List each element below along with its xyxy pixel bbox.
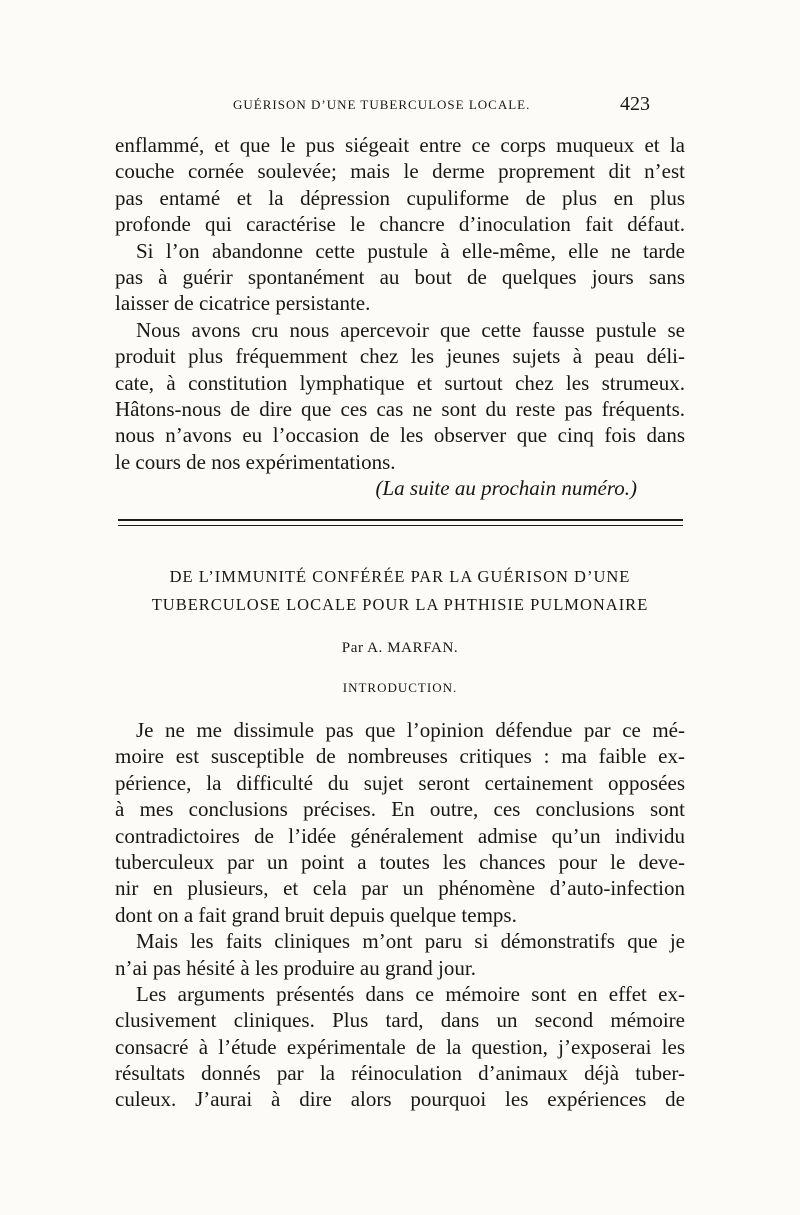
paragraph xyxy=(115,928,685,981)
text-line: dont on a fait grand bruit depuis quelque temps. xyxy=(115,902,517,927)
text-line: périence, la difficulté du sujet seront certainement opposées xyxy=(115,770,685,795)
text-line: Nous avons cru nous apercevoir que cette fausse pustule se xyxy=(136,317,685,342)
text-line: Je ne me dissimule pas que l’opinion défendue par ce mé- xyxy=(136,718,685,742)
page-number: 423 xyxy=(620,93,650,115)
text-line: Si l’on abandonne cette pustule à elle-même, elle ne tarde xyxy=(136,238,685,263)
text-line: Hâtons-nous de dire que ces cas ne sont du reste pas fréquents. xyxy=(115,396,685,421)
text-line: cate, à constitution lymphatique et surtout chez les strumeux. xyxy=(115,370,685,395)
running-title: GUÉRISON D’UNE TUBERCULOSE LOCALE. xyxy=(233,97,531,112)
paragraph xyxy=(115,717,685,928)
article-body-text xyxy=(115,717,685,1113)
article-title xyxy=(115,563,685,619)
paragraph xyxy=(115,981,685,1113)
continuation-note: (La suite au prochain numéro.) xyxy=(375,476,637,501)
previous-article-paragraphs xyxy=(115,132,685,475)
text-line: résultats donnés par la réinoculation d’animaux déjà tuber- xyxy=(115,1061,685,1086)
text-line: produit plus fréquemment chez les jeunes sujets à peau déli- xyxy=(115,344,685,369)
previous-article-text xyxy=(115,132,685,501)
text-line: Mais les faits cliniques m’ont paru si démonstratifs que je xyxy=(136,929,685,954)
paragraph xyxy=(115,132,685,238)
text-line: enflammé, et que le pus siégeait entre ce corps muqueux et la xyxy=(115,133,685,157)
text-line: nir en plusieurs, et cela par un phénomène d’auto-infection xyxy=(115,876,685,901)
text-line: n’ai pas hésité à les produire au grand jour. xyxy=(115,955,476,980)
text-line: culeux. J’aurai à dire alors pourquoi les expériences de xyxy=(115,1087,685,1112)
double-rule-divider xyxy=(118,519,683,526)
text-line: nous n’avons eu l’occasion de les observer que cinq fois dans xyxy=(115,423,685,448)
text-line: à mes conclusions précises. En outre, ces conclusions sont xyxy=(115,797,685,822)
text-line: pas entamé et la dépression cupuliforme de plus en plus xyxy=(115,185,685,210)
section-heading: INTRODUCTION. xyxy=(342,680,458,695)
text-line: tuberculeux par un point a toutes les chances pour le deve- xyxy=(115,849,685,874)
paragraph xyxy=(115,317,685,475)
paragraph xyxy=(115,238,685,317)
article-body-paragraphs xyxy=(115,717,685,1113)
text-line: profonde qui caractérise le chancre d’inoculation fait défaut. xyxy=(115,212,685,237)
text-line: clusivement cliniques. Plus tard, dans un second mémoire xyxy=(115,1008,685,1033)
article-title-line: DE L’IMMUNITÉ CONFÉRÉE PAR LA GUÉRISON D’UNE xyxy=(169,567,631,586)
text-line: moire est susceptible de nombreuses critiques : ma faible ex- xyxy=(115,744,685,769)
text-line: contradictoires de l’idée généralement admise qu’un individu xyxy=(115,823,685,848)
text-line: couche cornée soulevée; mais le derme proprement dit n’est xyxy=(115,159,685,184)
text-line: laisser de cicatrice persistante. xyxy=(115,291,371,316)
text-line: le cours de nos expérimentations. xyxy=(115,449,396,474)
text-line: pas à guérir spontanément au bout de quelques jours sans xyxy=(115,264,685,289)
text-line: Les arguments présentés dans ce mémoire sont en effet ex- xyxy=(136,981,685,1006)
article-title-line: TUBERCULOSE LOCALE POUR LA PHTHISIE PULMONAIRE xyxy=(151,595,649,614)
text-line: consacré à l’étude expérimentale de la question, j’exposerai les xyxy=(115,1034,685,1059)
author-byline: Par A. MARFAN. xyxy=(341,640,459,656)
